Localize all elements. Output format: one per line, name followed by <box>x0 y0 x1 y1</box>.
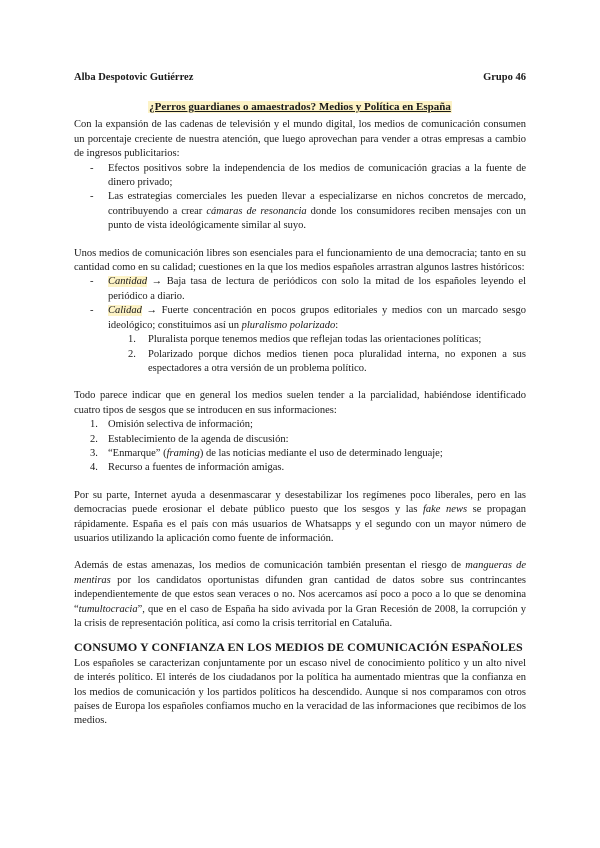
list-item: 2. Establecimiento de la agenda de discusión: <box>90 433 289 445</box>
author-name: Alba Despotovic Gutiérrez <box>74 72 194 83</box>
highlight-cantidad: Cantidad <box>108 276 148 288</box>
list-item: 1. Pluralista porque tenemos medios que reflejan todas las orientaciones políticas; <box>128 334 482 346</box>
document-title: ¿Perros guardianes o amaestrados? Medios y Política en España <box>149 101 451 113</box>
highlight-calidad: Calidad <box>108 305 142 317</box>
page-header <box>74 72 526 88</box>
intro-paragraph: Con la expansión de las cadenas de televisión y el mundo digital, los medios de comunicación consumen un porcentaje creciente de nuestra atención, que luego aprovechan para vender a otras empresas a cambio de ingresos publicitarios: <box>74 119 526 160</box>
quality-quantity-list <box>74 275 526 376</box>
list-item: - Efectos positivos sobre la independencia de los medios de comunicación gracias a la fuente de dinero privado; <box>74 162 526 191</box>
list-item: 4. Recurso a fuentes de información amigas. <box>90 462 285 474</box>
list-item: - Calidad → Fuerte concentración en pocos grupos editoriales y medios con un marcado sesgo ideológico; constituimos así un pluralismo polarizado: 1. Pluralista porque tenemos medios que reflejan todas las orientaciones políticas; 2. Polarizado porque dichos medios tienen poca pluralidad interna, no exponen a sus espectadores a otra versión de un problema político. <box>74 304 526 376</box>
paragraph-bias: Todo parece indicar que en general los medios suelen tender a la parcialidad, habiéndose identificado cuatro tipos de sesgos que se introducen en sus informaciones: <box>74 390 526 416</box>
group-label: Grupo 46 <box>483 72 526 83</box>
list-item: 1. Omisión selectiva de información; <box>90 419 253 431</box>
pluralism-sublist <box>74 333 526 376</box>
paragraph-threats: Además de estas amenazas, los medios de comunicación también presentan el riesgo de mangueras de mentiras por los candidatos oportunistas difunden gran cantidad de datos sobre sus contrincantes independientemente de que estos sean veraces o no. Nos acercamos así poco a poco a lo que se denomina “tumultocracia”, que en el caso de España ha sido avivada por la Gran Recesión de 2008, la corrupción y la crisis de representación política, así como la crisis territorial en Cataluña. <box>74 560 527 629</box>
list-item: - Las estrategias comerciales les pueden llevar a especializarse en nichos concretos de mercado, contribuyendo a crear cámaras de resonancia donde los consumidores reciben mensajes con un punto de vista ideológicamente similar al suyo. <box>74 190 526 233</box>
intro-list <box>74 162 526 234</box>
paragraph-democracy: Unos medios de comunicación libres son esenciales para el funcionamiento de una democracia; tanto en su cantidad como en su calidad; cuestiones en la que los medios españoles arrastran algunos lastres históricos: <box>74 247 526 274</box>
section-heading: CONSUMO Y CONFIANZA EN LOS MEDIOS DE COMUNICACIÓN ESPAÑOLES <box>74 640 523 655</box>
paragraph-trust: Los españoles se caracterizan conjuntamente por un escaso nivel de conocimiento político y un alto nivel de interés político. El interés de los ciudadanos por la política ha aumentado mientras que la confianza en los medios de comunicación y los partidos políticos ha descendido. Aunque si nos comparamos con otros países de Europa los españoles confiamos mucho en la veracidad de las informaciones que recibimos de los medios. <box>74 657 526 727</box>
document-body <box>74 100 526 729</box>
list-item: - Cantidad → Baja tasa de lectura de periódicos con solo la mitad de los españoles leyendo el periódico a diario. <box>74 275 526 304</box>
paragraph-internet: Por su parte, Internet ayuda a desenmascarar y desestabilizar los regímenes poco liberales, pero en las democracias puede erosionar el debate público puesto que los sesgos y las fake news se propagan rápidamente. España es el país con más usuarios de Whatsapps y el segundo con un mayor número de usuarios utilizando la aplicación como fuente de información. <box>74 489 526 544</box>
list-item: 3. “Enmarque” (framing) de las noticias mediante el uso de determinado lenguaje; <box>90 447 443 459</box>
bias-list <box>74 418 526 476</box>
list-item: 2. Polarizado porque dichos medios tienen poca pluralidad interna, no exponen a sus espectadores a otra versión de un problema político. <box>128 348 526 374</box>
